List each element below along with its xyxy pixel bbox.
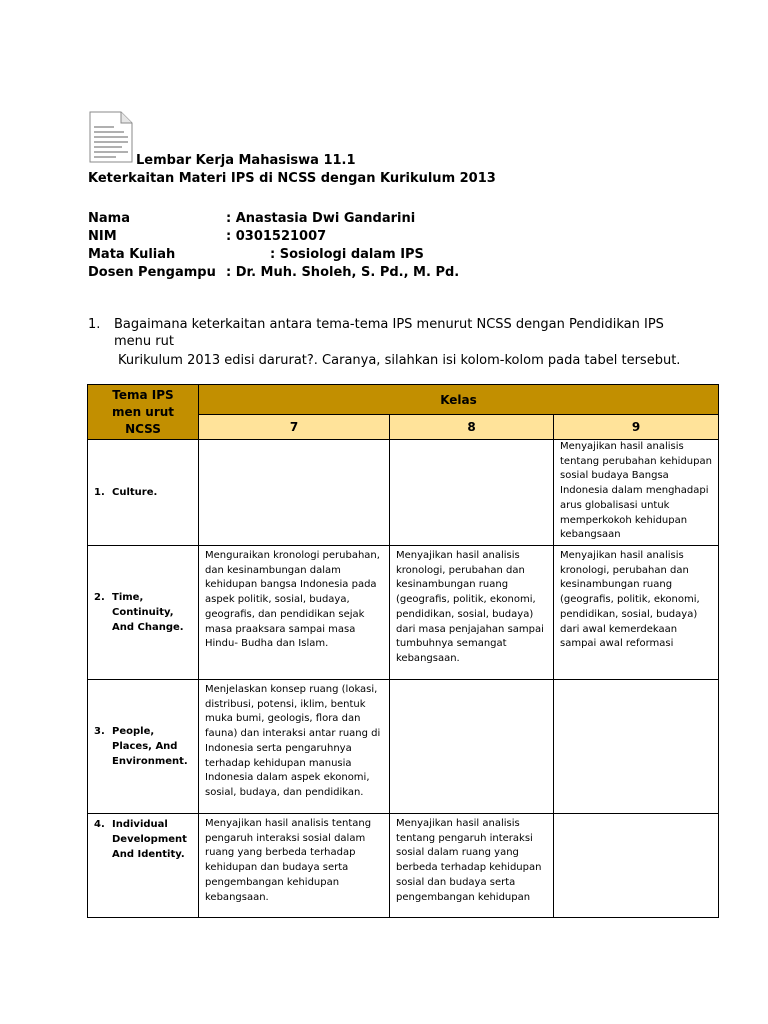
info-value: : Dr. Muh. Sholeh, S. Pd., M. Pd. (226, 265, 460, 280)
info-value: : 0301521007 (226, 229, 327, 244)
theme-number: 2. (94, 592, 105, 603)
grade-7-cell (199, 440, 390, 546)
theme-name: People, Places, And Environment. (112, 726, 188, 767)
grade-9-cell: Menyajikan hasil analisis kronologi, perubahan dan kesinambungan ruang (geografis, politik, ekonomi, pendidikan, sosial, budaya) dari awal kemerdekaan sampai awal reformasi (554, 546, 719, 680)
table-row (88, 546, 719, 680)
grade-9-cell (554, 814, 719, 918)
question-text-continued: Kurikulum 2013 edisi darurat?. Caranya, silahkan isi kolom-kolom pada tabel tersebut. (118, 353, 681, 368)
document-icon (88, 111, 134, 163)
ncss-table (87, 384, 719, 918)
theme-cell (88, 440, 199, 546)
grade-7-cell: Menyajikan hasil analisis tentang pengaruh interaksi sosial dalam ruang yang berbeda terhadap kehidupan dan budaya serta pengembangan kehidupan kebangsaan. (199, 814, 390, 918)
table-row (88, 440, 719, 546)
grade-7-cell: Menjelaskan konsep ruang (lokasi, distribusi, potensi, iklim, bentuk muka bumi, geologis, flora dan fauna) dan interaksi antar ruang di Indonesia serta pengaruhnya terhadap kehidupan manusia Indonesia dalam aspek ekonomi, sosial, budaya, dan pendidikan. (199, 680, 390, 814)
theme-cell (88, 546, 199, 680)
info-value: : Sosiologi dalam IPS (270, 247, 424, 262)
grade-7-cell: Menguraikan kronologi perubahan, dan kesinambungan dalam kehidupan bangsa Indonesia pada aspek politik, sosial, budaya, geografis, dan pendidikan sejak masa praaksara sampai masa Hindu- Budha dan Islam. (199, 546, 390, 680)
worksheet-subtitle: Keterkaitan Materi IPS di NCSS dengan Kurikulum 2013 (88, 171, 496, 186)
grade-8-cell (390, 680, 554, 814)
grade-9-cell: Menyajikan hasil analisis tentang perubahan kehidupan sosial budaya Bangsa Indonesia dalam menghadapi arus globalisasi untuk memperkokoh kehidupan kebangsaan (554, 440, 719, 546)
info-label: Nama (88, 211, 130, 226)
grade-8-cell: Menyajikan hasil analisis tentang pengaruh interaksi sosial dalam ruang yang berbeda terhadap kehidupan sosial dan budaya serta pengembangan kehidupan (390, 814, 554, 918)
grade-8-cell (390, 440, 554, 546)
theme-name: Culture. (112, 487, 158, 498)
table-row (88, 814, 719, 918)
worksheet-title: Lembar Kerja Mahasiswa 11.1 (136, 153, 356, 168)
question-number: 1. (88, 317, 101, 332)
table-row (88, 680, 719, 814)
info-label: Mata Kuliah (88, 247, 176, 262)
theme-cell (88, 814, 199, 918)
info-label: Dosen Pengampu (88, 265, 216, 280)
theme-number: 4. (94, 819, 105, 830)
header-grade-7: 7 (199, 415, 390, 440)
header-tema: Tema IPS men urut NCSS (88, 385, 199, 440)
grade-8-cell: Menyajikan hasil analisis kronologi, perubahan dan kesinambungan ruang (geografis, politik, ekonomi, pendidikan, sosial, budaya) dari masa penjajahan sampai tumbuhnya semangat kebangsaan. (390, 546, 554, 680)
header-grade-8: 8 (390, 415, 554, 440)
header-grade-9: 9 (554, 415, 719, 440)
grade-9-cell (554, 680, 719, 814)
theme-name: Individual Development And Identity. (112, 819, 187, 860)
theme-name: Time, Continuity, And Change. (112, 592, 184, 633)
info-value: : Anastasia Dwi Gandarini (226, 211, 416, 226)
question-text: Bagaimana keterkaitan antara tema-tema IPS menurut NCSS dengan Pendidikan IPS menu rut (114, 317, 664, 349)
theme-number: 1. (94, 487, 105, 498)
header-kelas: Kelas (199, 385, 719, 415)
info-label: NIM (88, 229, 117, 244)
theme-cell (88, 680, 199, 814)
theme-number: 3. (94, 726, 105, 737)
